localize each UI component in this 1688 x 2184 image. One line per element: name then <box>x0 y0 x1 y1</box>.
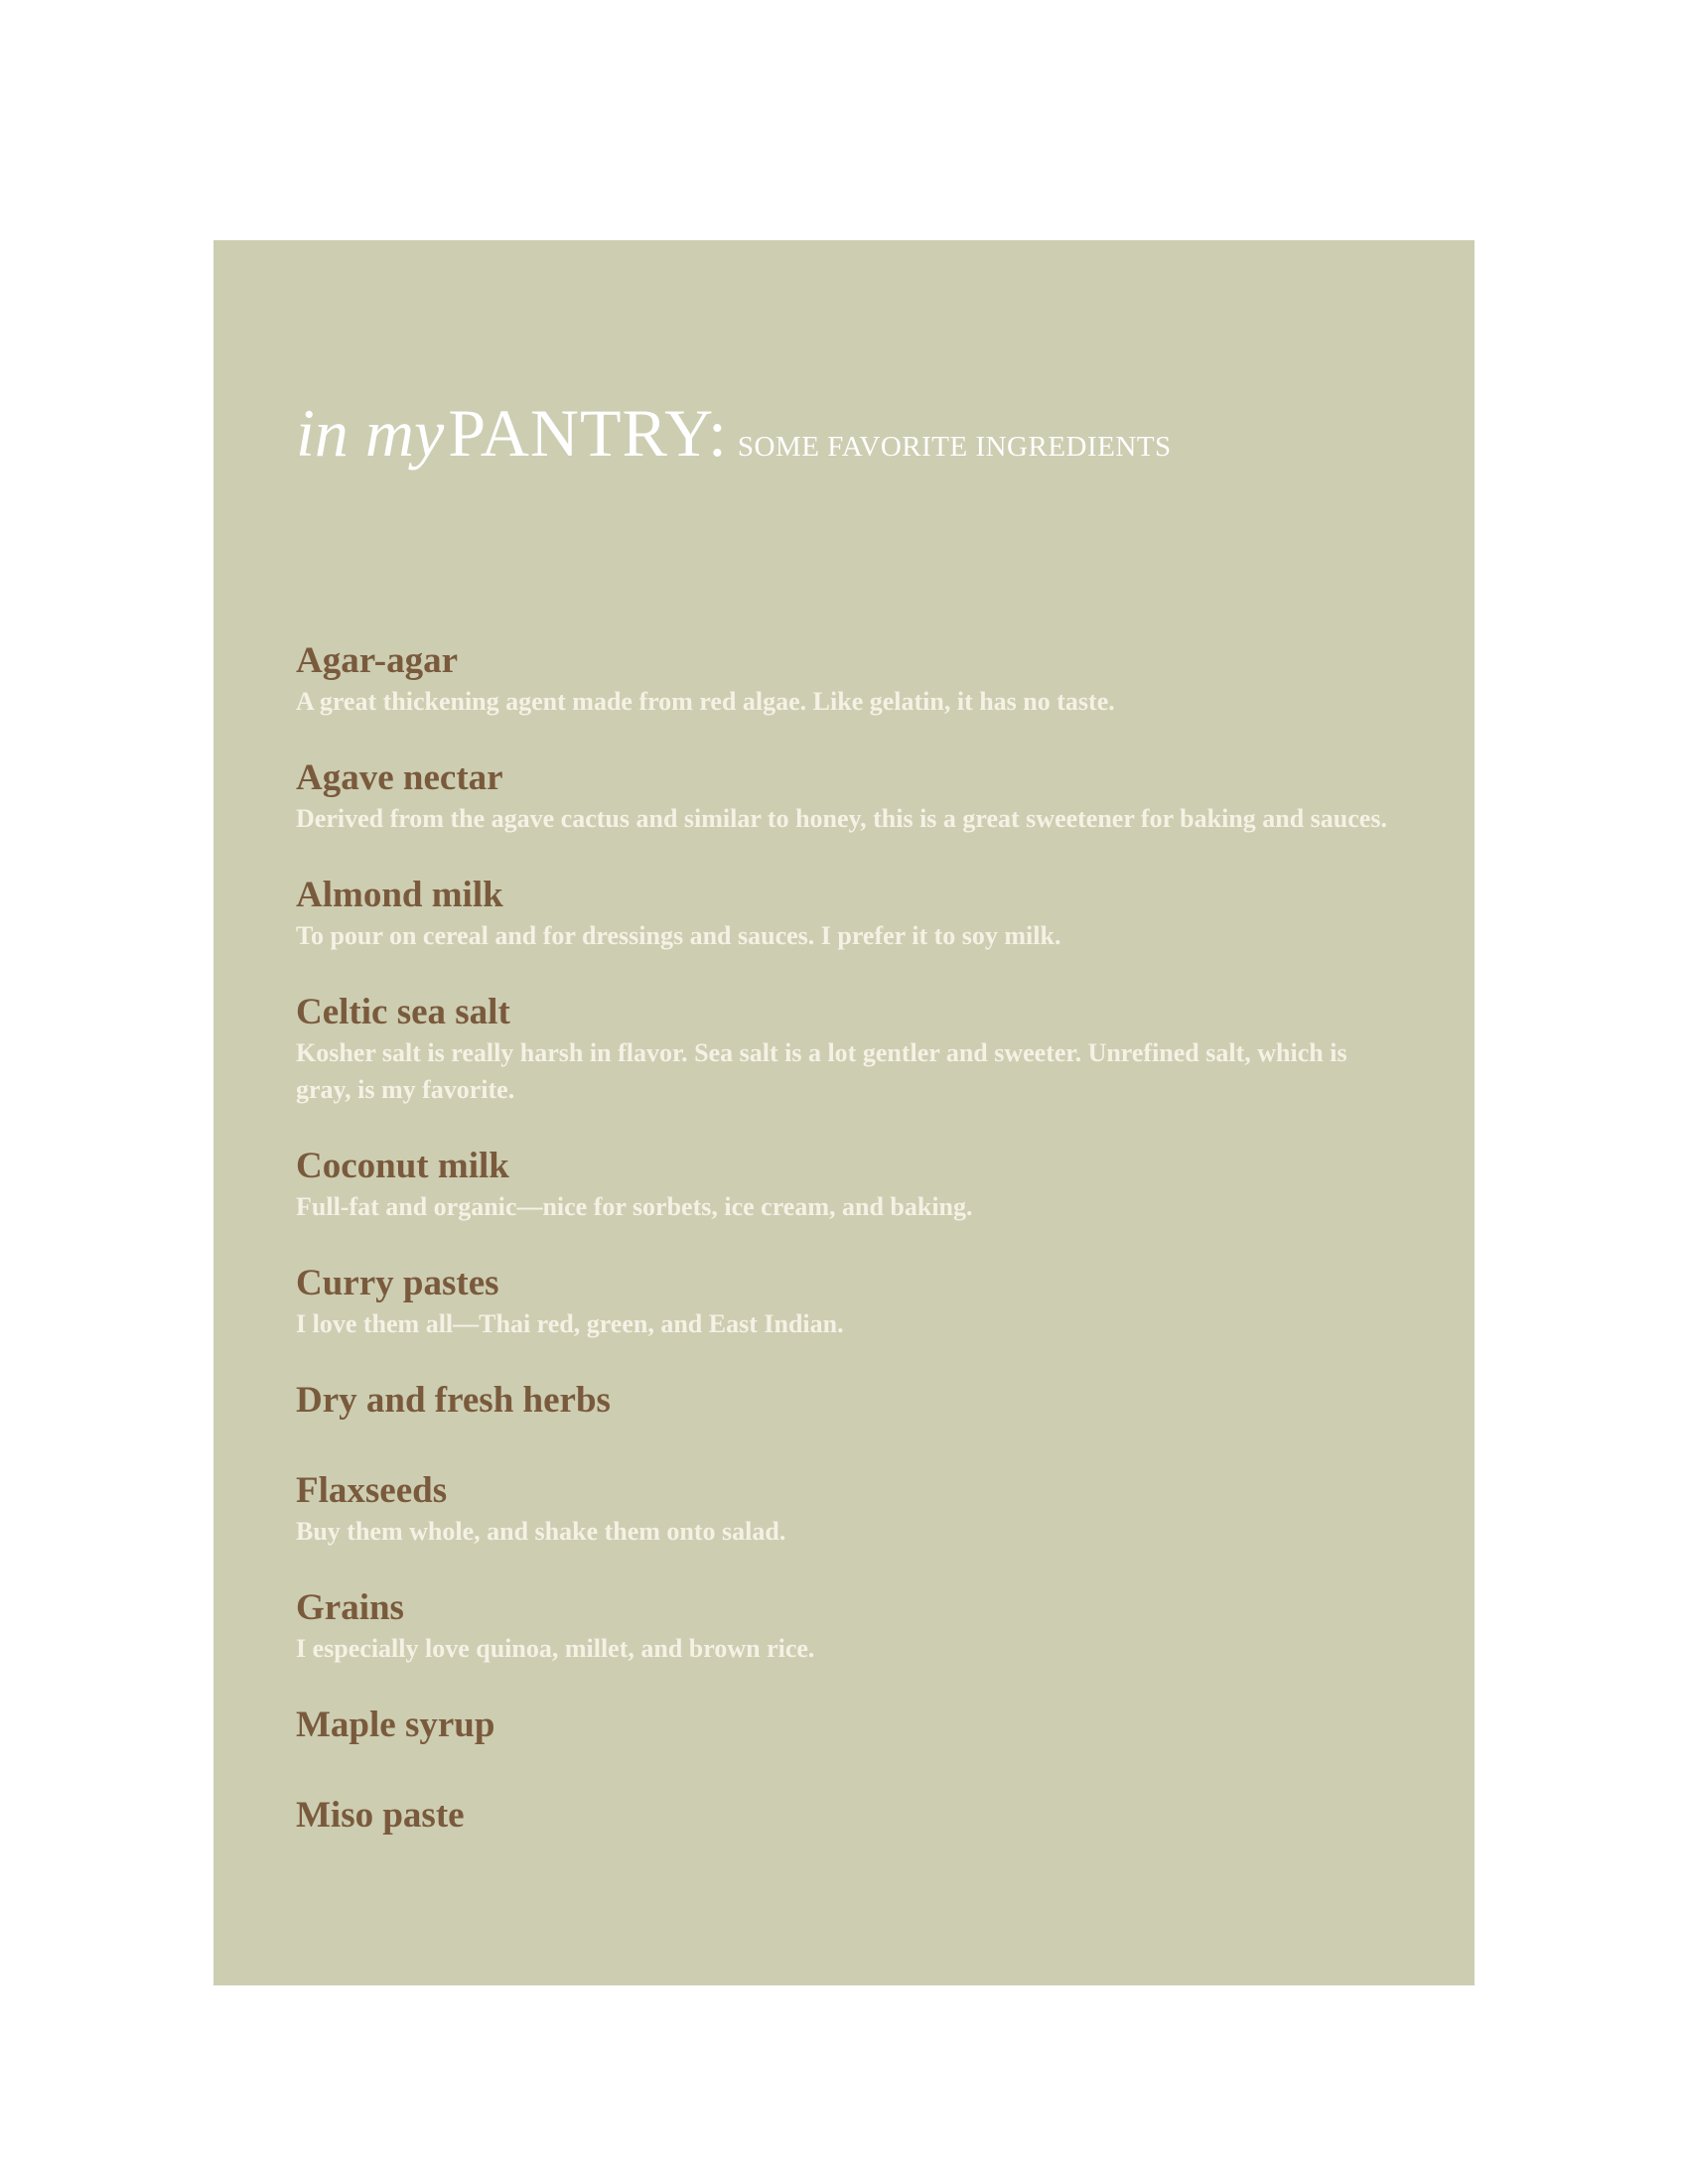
title-main: PANTRY: <box>448 395 728 471</box>
ingredient-name: Agar-agar <box>296 640 459 681</box>
ingredient-name: Celtic sea salt <box>296 992 510 1032</box>
list-item <box>296 1469 1408 1550</box>
ingredient-description: Kosher salt is really harsh in flavor. Sea salt is a lot gentler and sweeter. Unrefined salt, which is gray, is my favorite. <box>296 1038 1347 1104</box>
list-item <box>296 756 1408 837</box>
ingredient-description: Buy them whole, and shake them onto salad. <box>296 1517 786 1546</box>
ingredient-list <box>296 639 1408 1838</box>
list-item <box>296 1704 1408 1747</box>
list-item <box>296 874 1408 954</box>
ingredient-description: I love them all—Thai red, green, and East Indian. <box>296 1309 844 1338</box>
page-title <box>296 395 1172 471</box>
ingredient-name: Maple syrup <box>296 1705 495 1745</box>
ingredient-name: Dry and fresh herbs <box>296 1380 611 1421</box>
ingredient-name: Almond milk <box>296 875 503 915</box>
ingredient-name: Flaxseeds <box>296 1470 448 1511</box>
title-italic: in my <box>296 395 445 471</box>
list-item <box>296 1379 1408 1423</box>
ingredient-name: Agave nectar <box>296 757 503 798</box>
list-item <box>296 1262 1408 1342</box>
list-item <box>296 991 1408 1108</box>
ingredient-description: Derived from the agave cactus and similar to honey, this is a great sweetener for baking and sauces. <box>296 804 1387 833</box>
list-item <box>296 1145 1408 1225</box>
pantry-panel <box>213 240 1475 1985</box>
ingredient-description: To pour on cereal and for dressings and sauces. I prefer it to soy milk. <box>296 921 1061 950</box>
list-item <box>296 639 1408 720</box>
ingredient-name: Grains <box>296 1587 404 1628</box>
ingredient-name: Coconut milk <box>296 1146 509 1186</box>
ingredient-name: Curry pastes <box>296 1263 499 1303</box>
ingredient-description: I especially love quinoa, millet, and brown rice. <box>296 1634 815 1663</box>
list-item <box>296 1794 1408 1838</box>
list-item <box>296 1586 1408 1667</box>
ingredient-description: Full-fat and organic—nice for sorbets, ice cream, and baking. <box>296 1192 973 1221</box>
ingredient-description: A great thickening agent made from red algae. Like gelatin, it has no taste. <box>296 687 1115 716</box>
ingredient-name: Miso paste <box>296 1795 465 1836</box>
title-subtitle: SOME FAVORITE INGREDIENTS <box>737 431 1172 463</box>
